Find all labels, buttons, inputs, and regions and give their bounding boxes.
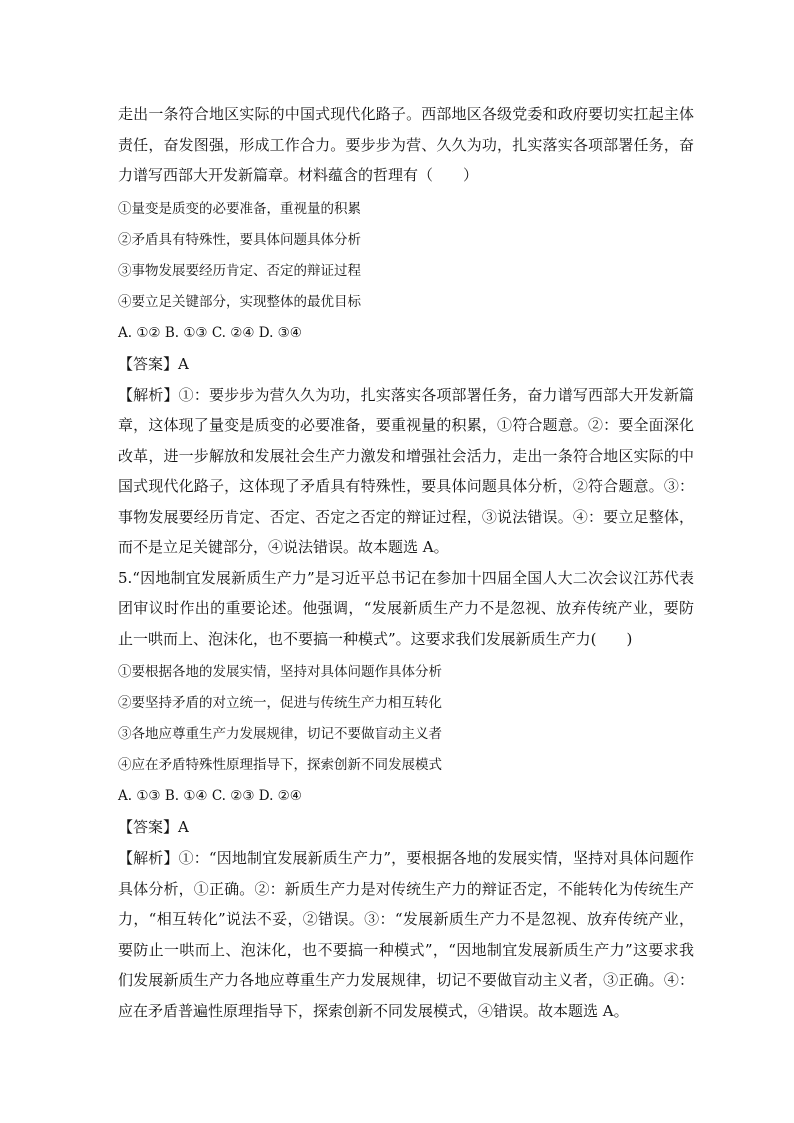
q4-option-3: ③事物发展要经历肯定、否定的辩证过程: [118, 262, 361, 279]
q5-choices: A. ①③ B. ①④ C. ②③ D. ②④: [118, 788, 302, 804]
q4-choices: A. ①② B. ①③ C. ②④ D. ③④: [118, 324, 302, 341]
q4-option-4: ④要立足关键部分，实现整体的最优目标: [118, 293, 361, 310]
q5-stem: 5.“因地制宜发展新质生产力”是习近平总书记在参加十四届全国人大二次会议江苏代表团审议时作出的重要论述。他强调，“发展新质生产力不是忽视、放弃传统产业，要防止一哄而上、泡沫化，也不要搞一种模式”。这要求我们发展新质生产力( ): [118, 568, 694, 648]
q5-analysis: [118, 843, 694, 1026]
q5-option-4: ④应在矛盾特殊性原理指导下，探索创新不同发展模式: [118, 757, 442, 773]
document-page: [118, 99, 694, 1026]
q4-answer: [118, 349, 694, 380]
q5-analysis-label: 【解析】: [118, 849, 179, 867]
q4-option-2: ②矛盾具有特殊性，要具体问题具体分析: [118, 231, 361, 248]
q4-option-1: ①量变是质变的必要准备，重视量的积累: [118, 200, 361, 217]
q4-analysis-label: 【解析】: [118, 385, 179, 404]
q4-analysis: [118, 380, 694, 563]
q4-answer-label: 【答案】: [118, 354, 179, 373]
q4-stem: 走出一条符合地区实际的中国式现代化路子。西部地区各级党委和政府要切实扛起主体责任，奋发图强，形成工作合力。要步步为营、久久为功，扎实落实各项部署任务，奋力谱写西部大开发新篇章。材料蕴含的哲理有（ ）: [118, 105, 694, 184]
q5-option-2: ②要坚持矛盾的对立统一，促进与传统生产力相互转化: [118, 695, 442, 711]
q5-answer-value: A: [178, 818, 189, 836]
q5-option-3: ③各地应尊重生产力发展规律，切记不要做盲动主义者: [118, 726, 442, 742]
q4-analysis-text: ①：要步步为营久久为功，扎实落实各项部署任务，奋力谱写西部大开发新篇章，这体现了量变是质变的必要准备，要重视量的积累，①符合题意。②：要全面深化改革，进一步解放和发展社会生产力激发和增强社会活力，走出一条符合地区实际的中国式现代化路子，这体现了矛盾具有特殊性，要具体问题具体分析，②符合题意。③：事物发展要经历肯定、否定、否定之否定的辩证过程，③说法错误。④：要立足整体，而不是立足关键部分，④说法错误。故本题选 A。: [118, 385, 694, 556]
q5-option-1: ①要根据各地的发展实情，坚持对具体问题作具体分析: [118, 664, 442, 680]
q5-answer: [118, 812, 694, 843]
q5-analysis-text: ①：“因地制宜发展新质生产力”，要根据各地的发展实情，坚持对具体问题作具体分析，①正确。②：新质生产力是对传统生产力的辩证否定，不能转化为传统生产力，“相互转化”说法不妥，②错误。③：“发展新质生产力不是忽视、放弃传统产业，要防止一哄而上、泡沫化，也不要搞一种模式”，“因地制宜发展新质生产力”这要求我们发展新质生产力各地应尊重生产力发展规律，切记不要做盲动主义者，③正确。④：应在矛盾普遍性原理指导下，探索创新不同发展模式，④错误。故本题选 A。: [118, 849, 694, 1020]
q4-answer-value: A: [178, 354, 189, 373]
q5-answer-label: 【答案】: [118, 818, 179, 836]
